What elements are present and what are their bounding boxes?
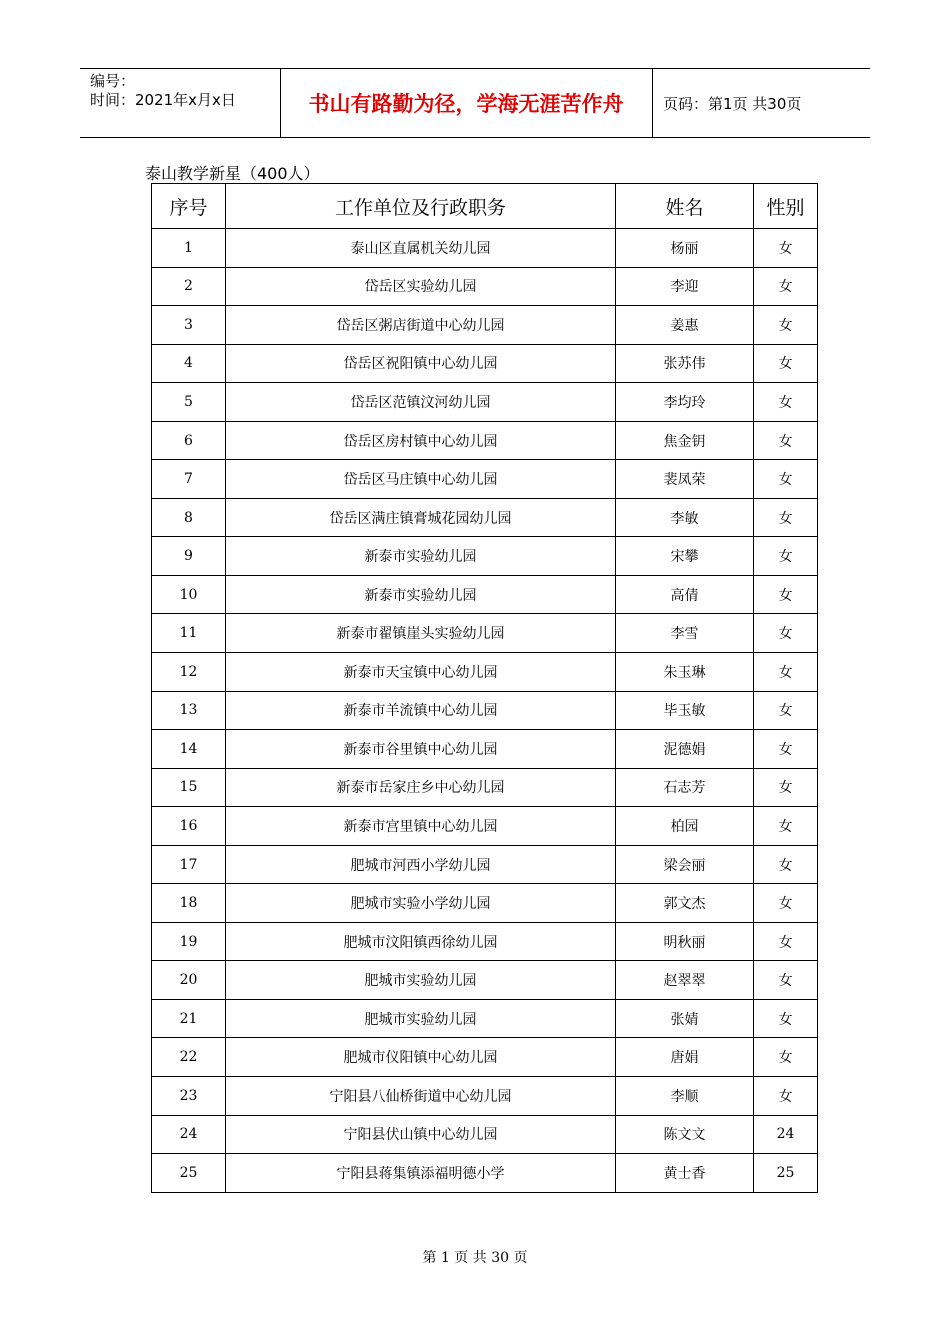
row-name-cell: 柏园: [616, 807, 754, 846]
row-name-cell: 梁会丽: [616, 845, 754, 884]
row-name-cell: 李敏: [616, 498, 754, 537]
column-header-gender: 性别: [754, 184, 818, 229]
row-gender-cell: 24: [754, 1115, 818, 1154]
row-gender-cell: 女: [754, 229, 818, 268]
table-row: [152, 691, 818, 730]
header-motto-cell: [280, 69, 653, 137]
row-name-cell: 赵翠翠: [616, 961, 754, 1000]
row-name-cell: 陈文文: [616, 1115, 754, 1154]
row-index-cell: 16: [152, 807, 226, 846]
row-index-cell: 7: [152, 460, 226, 499]
column-header-unit: 工作单位及行政职务: [226, 184, 616, 229]
document-date-label: 时间：2021年x月x日: [90, 91, 236, 109]
table-row: [152, 614, 818, 653]
row-index-cell: 20: [152, 961, 226, 1000]
row-name-cell: 李雪: [616, 614, 754, 653]
row-gender-cell: 女: [754, 498, 818, 537]
row-gender-cell: 女: [754, 884, 818, 923]
column-header-name: 姓名: [616, 184, 754, 229]
row-gender-cell: 女: [754, 575, 818, 614]
row-name-cell: 姜惠: [616, 306, 754, 345]
table-row: [152, 537, 818, 576]
row-gender-cell: 女: [754, 537, 818, 576]
row-index-cell: 5: [152, 383, 226, 422]
row-index-cell: 21: [152, 999, 226, 1038]
row-index-cell: 13: [152, 691, 226, 730]
row-unit-cell: 肥城市河西小学幼儿园: [226, 845, 616, 884]
row-name-cell: 李迎: [616, 267, 754, 306]
table-row: [152, 229, 818, 268]
header-page-cell: [653, 69, 870, 137]
row-unit-cell: 宁阳县伏山镇中心幼儿园: [226, 1115, 616, 1154]
table-row: [152, 383, 818, 422]
row-index-cell: 25: [152, 1154, 226, 1193]
row-unit-cell: 岱岳区范镇汶河幼儿园: [226, 383, 616, 422]
row-gender-cell: 女: [754, 653, 818, 692]
document-title: 泰山教学新星（400人）: [145, 164, 320, 183]
row-unit-cell: 肥城市实验小学幼儿园: [226, 884, 616, 923]
header-page-info: 页码：第1页 共30页: [663, 94, 802, 113]
row-index-cell: 18: [152, 884, 226, 923]
row-name-cell: 毕玉敏: [616, 691, 754, 730]
roster-table: [151, 183, 818, 1193]
row-gender-cell: 女: [754, 306, 818, 345]
table-row: [152, 845, 818, 884]
row-name-cell: 宋攀: [616, 537, 754, 576]
row-index-cell: 14: [152, 730, 226, 769]
row-unit-cell: 岱岳区满庄镇膏城花园幼儿园: [226, 498, 616, 537]
row-unit-cell: 岱岳区马庄镇中心幼儿园: [226, 460, 616, 499]
row-gender-cell: 女: [754, 730, 818, 769]
row-unit-cell: 新泰市翟镇崖头实验幼儿园: [226, 614, 616, 653]
table-row: [152, 1077, 818, 1116]
row-index-cell: 17: [152, 845, 226, 884]
row-name-cell: 泥德娟: [616, 730, 754, 769]
row-index-cell: 22: [152, 1038, 226, 1077]
row-unit-cell: 泰山区直属机关幼儿园: [226, 229, 616, 268]
table-header-row: [152, 184, 818, 229]
row-index-cell: 8: [152, 498, 226, 537]
row-gender-cell: 女: [754, 845, 818, 884]
row-name-cell: 张苏伟: [616, 344, 754, 383]
row-index-cell: 9: [152, 537, 226, 576]
row-gender-cell: 女: [754, 691, 818, 730]
roster-table-body: [152, 229, 818, 1193]
table-row: [152, 999, 818, 1038]
row-gender-cell: 女: [754, 1038, 818, 1077]
row-gender-cell: 女: [754, 999, 818, 1038]
page-footer: 第 1 页 共 30 页: [422, 1250, 528, 1266]
table-row: [152, 267, 818, 306]
row-gender-cell: 25: [754, 1154, 818, 1193]
row-unit-cell: 新泰市羊流镇中心幼儿园: [226, 691, 616, 730]
row-unit-cell: 肥城市实验幼儿园: [226, 999, 616, 1038]
document-number-label: 编号：: [90, 72, 136, 90]
row-name-cell: 李顺: [616, 1077, 754, 1116]
table-row: [152, 575, 818, 614]
row-name-cell: 唐娟: [616, 1038, 754, 1077]
row-gender-cell: 女: [754, 1077, 818, 1116]
row-unit-cell: 新泰市天宝镇中心幼儿园: [226, 653, 616, 692]
row-name-cell: 朱玉琳: [616, 653, 754, 692]
table-row: [152, 884, 818, 923]
row-index-cell: 15: [152, 768, 226, 807]
row-gender-cell: 女: [754, 421, 818, 460]
row-gender-cell: 女: [754, 614, 818, 653]
row-name-cell: 裴凤荣: [616, 460, 754, 499]
row-gender-cell: 女: [754, 961, 818, 1000]
row-name-cell: 杨丽: [616, 229, 754, 268]
table-row: [152, 498, 818, 537]
row-unit-cell: 肥城市仪阳镇中心幼儿园: [226, 1038, 616, 1077]
column-header-index: 序号: [152, 184, 226, 229]
row-name-cell: 明秋丽: [616, 922, 754, 961]
row-index-cell: 24: [152, 1115, 226, 1154]
row-unit-cell: 岱岳区实验幼儿园: [226, 267, 616, 306]
row-unit-cell: 宁阳县蒋集镇添福明德小学: [226, 1154, 616, 1193]
row-gender-cell: 女: [754, 768, 818, 807]
table-row: [152, 344, 818, 383]
row-unit-cell: 肥城市汶阳镇西徐幼儿园: [226, 922, 616, 961]
table-row: [152, 460, 818, 499]
row-unit-cell: 宁阳县八仙桥街道中心幼儿园: [226, 1077, 616, 1116]
row-gender-cell: 女: [754, 922, 818, 961]
row-gender-cell: 女: [754, 807, 818, 846]
row-index-cell: 12: [152, 653, 226, 692]
table-row: [152, 961, 818, 1000]
row-index-cell: 23: [152, 1077, 226, 1116]
row-index-cell: 10: [152, 575, 226, 614]
row-name-cell: 黄士香: [616, 1154, 754, 1193]
table-row: [152, 807, 818, 846]
row-unit-cell: 肥城市实验幼儿园: [226, 961, 616, 1000]
table-row: [152, 1115, 818, 1154]
table-row: [152, 1038, 818, 1077]
table-row: [152, 922, 818, 961]
row-name-cell: 李均玲: [616, 383, 754, 422]
row-unit-cell: 岱岳区祝阳镇中心幼儿园: [226, 344, 616, 383]
row-unit-cell: 新泰市宫里镇中心幼儿园: [226, 807, 616, 846]
row-unit-cell: 岱岳区粥店街道中心幼儿园: [226, 306, 616, 345]
row-index-cell: 6: [152, 421, 226, 460]
row-gender-cell: 女: [754, 383, 818, 422]
page-header: [80, 68, 870, 138]
table-row: [152, 421, 818, 460]
row-index-cell: 19: [152, 922, 226, 961]
row-unit-cell: 新泰市实验幼儿园: [226, 575, 616, 614]
table-row: [152, 768, 818, 807]
row-name-cell: 郭文杰: [616, 884, 754, 923]
row-gender-cell: 女: [754, 267, 818, 306]
row-unit-cell: 新泰市岳家庄乡中心幼儿园: [226, 768, 616, 807]
table-row: [152, 730, 818, 769]
header-motto: 书山有路勤为径，学海无涯苦作舟: [308, 92, 624, 116]
table-row: [152, 306, 818, 345]
row-name-cell: 张婧: [616, 999, 754, 1038]
row-index-cell: 4: [152, 344, 226, 383]
row-index-cell: 1: [152, 229, 226, 268]
row-unit-cell: 新泰市实验幼儿园: [226, 537, 616, 576]
table-row: [152, 653, 818, 692]
row-index-cell: 2: [152, 267, 226, 306]
row-gender-cell: 女: [754, 460, 818, 499]
row-gender-cell: 女: [754, 344, 818, 383]
row-name-cell: 石志芳: [616, 768, 754, 807]
row-unit-cell: 岱岳区房村镇中心幼儿园: [226, 421, 616, 460]
row-index-cell: 11: [152, 614, 226, 653]
row-index-cell: 3: [152, 306, 226, 345]
table-row: [152, 1154, 818, 1193]
row-name-cell: 高倩: [616, 575, 754, 614]
row-unit-cell: 新泰市谷里镇中心幼儿园: [226, 730, 616, 769]
header-meta-cell: [80, 69, 281, 137]
row-name-cell: 焦金钥: [616, 421, 754, 460]
